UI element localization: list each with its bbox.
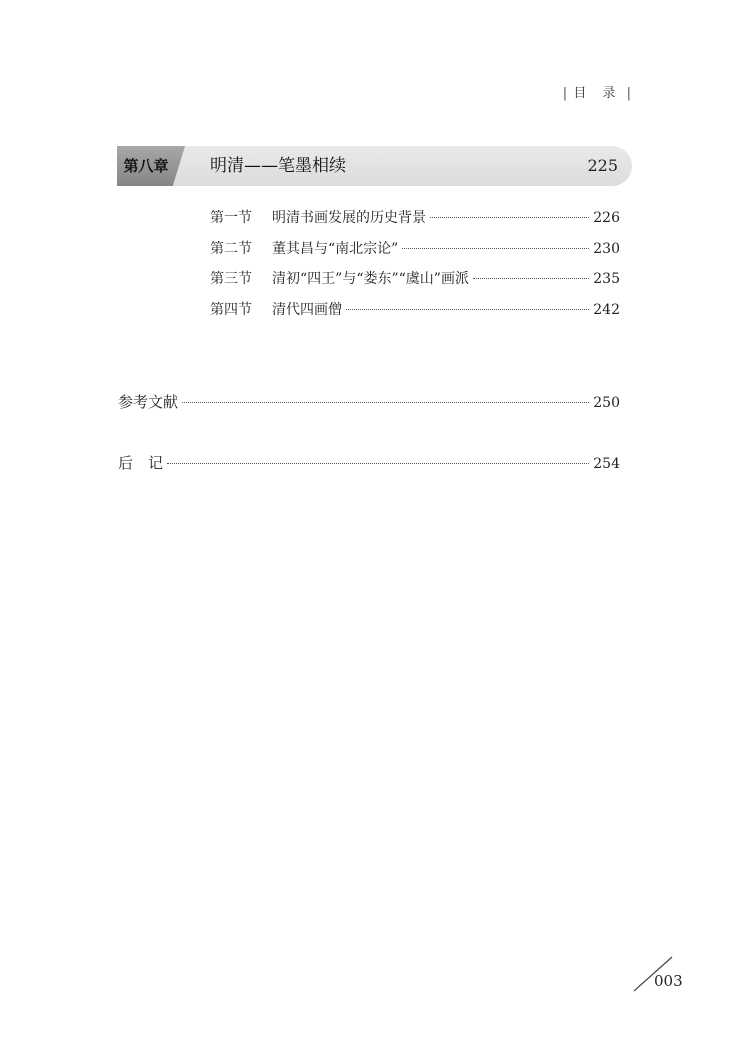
section-label: 第一节 — [210, 210, 252, 226]
backmatter-title: 后 记 — [118, 454, 164, 472]
leader-dots — [182, 402, 589, 403]
leader-dots — [402, 248, 589, 249]
chapter-page: 225 — [587, 156, 618, 175]
toc-section-3[interactable] — [210, 268, 620, 288]
header-title: 目 录 — [573, 86, 622, 101]
section-label: 第四节 — [210, 302, 252, 318]
leader-dots — [473, 278, 589, 279]
section-title: 清初“四王”与“娄东”“虞山”画派 — [272, 271, 469, 287]
toc-section-1[interactable] — [210, 207, 620, 227]
section-label: 第三节 — [210, 271, 252, 287]
section-page: 235 — [593, 271, 620, 287]
backmatter-page: 250 — [593, 395, 620, 411]
section-label: 第二节 — [210, 241, 252, 257]
toc-afterword[interactable] — [118, 452, 620, 473]
header-bar-right: | — [626, 86, 632, 101]
running-header — [563, 82, 632, 101]
leader-dots — [167, 463, 589, 464]
chapter-band — [117, 146, 632, 186]
section-title: 董其昌与“南北宗论” — [272, 241, 399, 257]
section-page: 230 — [593, 241, 620, 257]
backmatter-page: 254 — [593, 456, 620, 472]
chapter-title: 明清——笔墨相续 — [210, 156, 346, 176]
toc-section-4[interactable] — [210, 299, 620, 319]
leader-dots — [430, 217, 589, 218]
leader-dots — [346, 309, 589, 310]
footer-page-number: 003 — [654, 972, 683, 990]
toc-section-2[interactable] — [210, 238, 620, 258]
backmatter-title: 参考文献 — [118, 393, 179, 411]
toc-references[interactable] — [118, 391, 620, 412]
section-page: 242 — [593, 302, 620, 318]
chapter-number: 第八章 — [123, 157, 169, 175]
header-bar-left: | — [562, 86, 569, 101]
section-title: 清代四画僧 — [272, 302, 342, 318]
section-page: 226 — [593, 210, 620, 226]
section-title: 明清书画发展的历史背景 — [272, 210, 426, 226]
